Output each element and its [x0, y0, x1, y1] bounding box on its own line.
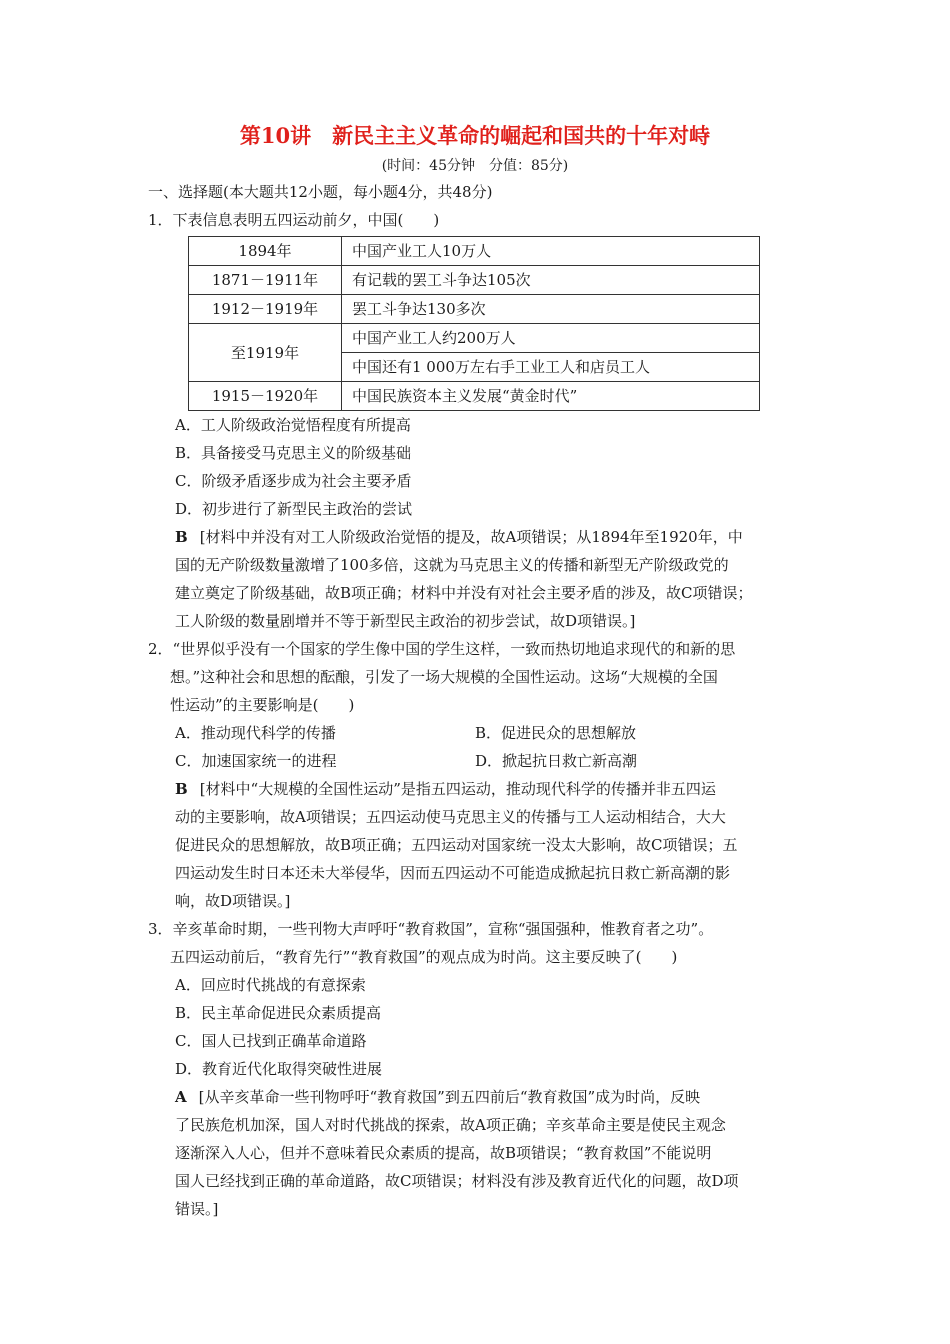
table-cell-event: 中国产业工人10万人	[342, 237, 760, 266]
answer-text: [从辛亥革命一些刊物呼吁“教育救国”到五四前后“教育救国”成为时尚，反映	[198, 1088, 701, 1106]
document-content	[148, 178, 818, 1223]
answer-text: 逐渐深入人心，但并不意味着民众素质的提高，故B项错误；“教育救国”不能说明	[175, 1144, 712, 1162]
question-2-stem: 想。”这种社会和思想的酝酿，引发了一场大规模的全国性运动。这场“大规模的全国	[170, 668, 718, 686]
question-1-table	[188, 236, 760, 411]
question-2-option-b: B．促进民众的思想解放	[475, 724, 637, 742]
answer-text: 国的无产阶级数量激增了100多倍，这就为马克思主义的传播和新型无产阶级政党的	[175, 556, 729, 574]
question-2-option-d: D．掀起抗日救亡新高潮	[475, 752, 638, 770]
page-title: 第10讲 新民主主义革命的崛起和国共的十年对峙	[239, 123, 711, 148]
table-cell-year: 1894年	[189, 237, 342, 266]
question-1-answer	[148, 523, 818, 635]
table-row	[189, 266, 760, 295]
question-1-stem: 1．下表信息表明五四运动前夕，中国( )	[148, 211, 440, 229]
answer-text: 错误。]	[175, 1200, 219, 1218]
table-cell-year: 至1919年	[189, 324, 342, 382]
answer-text: 工人阶级的数量剧增并不等于新型民主政治的初步尝试，故D项错误。]	[175, 612, 636, 630]
answer-text: 国人已经找到正确的革命道路，故C项错误；材料没有涉及教育近代化的问题，故D项	[175, 1172, 739, 1190]
answer-key: A	[175, 1088, 187, 1106]
answer-key: B	[175, 780, 188, 798]
question-3-option-c: C．国人已找到正确革命道路	[175, 1032, 367, 1050]
answer-text: 动的主要影响，故A项错误；五四运动使马克思主义的传播与工人运动相结合，大大	[175, 808, 726, 826]
table-cell-event: 罢工斗争达130多次	[342, 295, 760, 324]
question-1-option-b: B．具备接受马克思主义的阶级基础	[175, 444, 412, 462]
page-subtitle: (时间：45分钟 分值：85分)	[381, 158, 569, 174]
answer-text: 了民族危机加深，国人对时代挑战的探索，故A项正确；辛亥革命主要是使民主观念	[175, 1116, 726, 1134]
question-3-option-b: B．民主革命促进民众素质提高	[175, 1004, 382, 1022]
question-2-option-c: C．加速国家统一的进程	[175, 752, 337, 770]
table-row	[189, 295, 760, 324]
answer-text: 响，故D项错误。]	[175, 892, 291, 910]
question-2-options-row	[148, 747, 818, 775]
question-3-stem: 五四运动前后，“教育先行”“教育救国”的观点成为时尚。这主要反映了( )	[170, 948, 678, 966]
answer-text: [材料中并没有对工人阶级政治觉悟的提及，故A项错误；从1894年至1920年，中	[199, 528, 743, 546]
table-cell-event: 中国民族资本主义发展“黄金时代”	[342, 382, 760, 411]
table-cell-event: 中国产业工人约200万人	[342, 324, 760, 353]
table-row	[189, 324, 760, 353]
answer-text: [材料中“大规模的全国性运动”是指五四运动，推动现代科学的传播并非五四运	[199, 780, 716, 798]
answer-text: 促进民众的思想解放，故B项正确；五四运动对国家统一没太大影响，故C项错误；五	[175, 836, 738, 854]
question-3-option-a: A．回应时代挑战的有意探索	[175, 976, 366, 994]
question-3-answer	[148, 1083, 818, 1223]
table-cell-year: 1871－1911年	[189, 266, 342, 295]
question-2-stem: 2．“世界似乎没有一个国家的学生像中国的学生这样，一致而热切地追求现代的和新的思	[148, 640, 736, 658]
table-cell-year: 1915－1920年	[189, 382, 342, 411]
section-heading: 一、选择题(本大题共12小题，每小题4分，共48分)	[148, 183, 493, 201]
question-1-option-d: D．初步进行了新型民主政治的尝试	[175, 500, 413, 518]
answer-text: 建立奠定了阶级基础，故B项正确；材料中并没有对社会主要矛盾的涉及，故C项错误；	[175, 584, 753, 602]
question-3-stem: 3．辛亥革命时期，一些刊物大声呼吁“教育救国”，宣称“强国强种，惟教育者之功”。	[148, 920, 714, 938]
answer-text: 四运动发生时日本还未大举侵华，因而五四运动不可能造成掀起抗日救亡新高潮的影	[175, 864, 731, 882]
question-2-answer	[148, 775, 818, 915]
table-cell-event: 有记载的罢工斗争达105次	[342, 266, 760, 295]
question-3-option-d: D．教育近代化取得突破性进展	[175, 1060, 383, 1078]
question-1-option-a: A．工人阶级政治觉悟程度有所提高	[175, 416, 411, 434]
answer-key: B	[175, 528, 188, 546]
table-row	[189, 382, 760, 411]
table-cell-year: 1912－1919年	[189, 295, 342, 324]
question-2-option-a: A．推动现代科学的传播	[175, 724, 336, 742]
question-2-options-row	[148, 719, 818, 747]
question-2-stem: 性运动”的主要影响是( )	[170, 696, 355, 714]
table-row	[189, 237, 760, 266]
table-cell-event: 中国还有1 000万左右手工业工人和店员工人	[342, 353, 760, 382]
question-1-option-c: C．阶级矛盾逐步成为社会主要矛盾	[175, 472, 412, 490]
